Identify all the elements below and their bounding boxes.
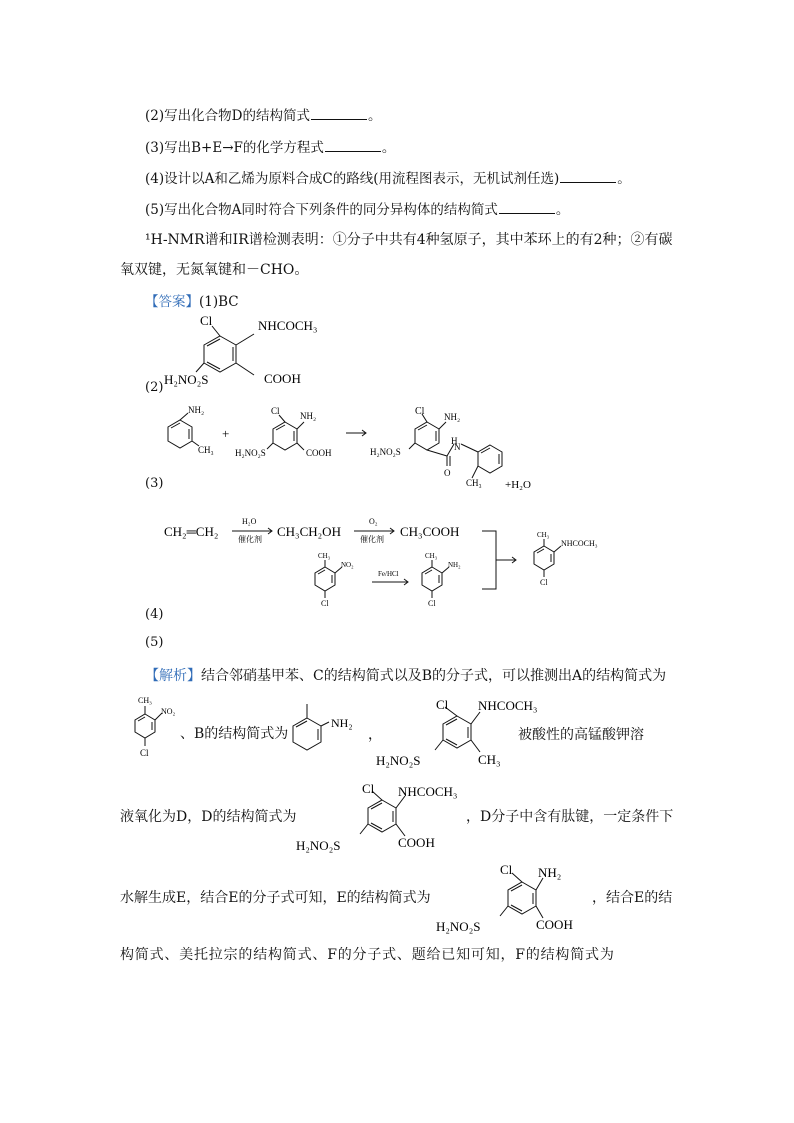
answer-5-number: (5) <box>145 635 164 650</box>
cooh-label: COOH <box>264 371 301 386</box>
answer-3-number: (3) <box>145 476 164 491</box>
d-cooh-label: COOH <box>398 835 435 850</box>
f-ch3-label: CH₃ <box>466 478 482 488</box>
question-4: (4)设计以A和乙烯为原料合成C的路线(用流程图表示，无机试剂任选) 。 <box>145 171 631 187</box>
plus-water-label: +H₂O <box>505 479 531 491</box>
ethanol-label: CH₃CH₂OH <box>277 524 341 539</box>
b-nh2-main: NH₂ <box>331 716 353 730</box>
e-cl-label: Cl <box>271 406 280 416</box>
structure-e <box>432 858 592 938</box>
a-no2-label: NO₂ <box>161 707 176 716</box>
f-cl-label: Cl <box>415 406 425 417</box>
c-nhcoch3-label: NHCOCH₃ <box>561 539 598 548</box>
answer-header: 【答案】(1)BC <box>145 294 239 310</box>
analysis-line-4a: 水解生成E，结合E的分子式可知，E的结构简式为 <box>120 890 431 906</box>
plus-sign: + <box>222 426 230 441</box>
b-ch3-label: CH₃ <box>198 445 214 455</box>
analysis-line-2a: 、B的结构简式为 <box>180 726 289 742</box>
acetic-acid-label: CH₃COOH <box>400 524 460 539</box>
amine-ch3-label: CH₃ <box>425 552 438 560</box>
answer-4-number: (4) <box>145 607 164 622</box>
f-nh2-label: NH₂ <box>444 412 461 422</box>
f-h2no2s-label: H₂NO₂S <box>370 447 401 457</box>
e-nh2-main: NH₂ <box>538 865 562 880</box>
a-cl-label: Cl <box>140 748 149 758</box>
answer-blank <box>560 170 616 183</box>
d-h2no2s-label: H₂NO₂S <box>296 838 341 853</box>
catalyst-1: 催化剂 <box>238 535 262 544</box>
analysis-line-2b: ， <box>368 727 382 743</box>
nitro-no2-label: NO₂ <box>341 561 354 569</box>
tol-ch3-label: CH₃ <box>478 752 501 767</box>
amine-cl-label: Cl <box>428 599 436 608</box>
condition-line-2: 氧双键，无氮氧键和－CHO。 <box>120 262 309 278</box>
e-cl-main: Cl <box>500 862 513 877</box>
f-o-label: O <box>444 468 451 478</box>
f-n-label: N <box>454 442 461 452</box>
tol-h2no2s-label: H₂NO₂S <box>376 753 421 768</box>
b-nh2-label: NH₂ <box>188 405 205 415</box>
catalyst-2: 催化剂 <box>360 535 384 544</box>
f-h-label: H <box>451 436 458 446</box>
synthesis-route <box>160 510 630 622</box>
cl-label: Cl <box>200 313 213 328</box>
structure-b <box>285 696 365 756</box>
tol-nhcoch3-label: NHCOCH₃ <box>478 698 538 713</box>
nhcoch3-label: NHCOCH₃ <box>258 318 318 333</box>
a-ch3-label: CH₃ <box>138 696 152 705</box>
h2no2s-label: H₂NO₂S <box>164 372 209 387</box>
answer-blank <box>311 107 367 120</box>
e-nh2-label: NH₂ <box>300 411 317 421</box>
analysis-line-4b: ，结合E的结 <box>592 890 673 906</box>
question-5: (5)写出化合物A同时符合下列条件的同分异构体的结构简式 。 <box>145 202 570 218</box>
question-2: (2)写出化合物D的结构简式 。 <box>145 108 382 124</box>
condition-line-1: ¹H-NMR谱和IR谱检测表明：①分子中共有4种氢原子，其中苯环上的有2种；②有碳 <box>145 232 673 248</box>
analysis-line-3a: 液氧化为D，D的结构简式为 <box>120 809 297 825</box>
e-h2no2s-main: H₂NO₂S <box>436 919 481 934</box>
analysis-line-1: 【解析】结合邻硝基甲苯、C的结构简式以及B的分子式，可以推测出A的结构简式为 <box>145 668 667 684</box>
c-cl-label: Cl <box>540 578 548 587</box>
answer-blank <box>499 201 555 214</box>
analysis-line-5: 构简式、美托拉宗的结构简式、F的分子式、题给已知可知，F的结构简式为 <box>120 947 615 963</box>
d-cl-label: Cl <box>362 781 375 796</box>
analysis-line-2c: 被酸性的高锰酸钾溶 <box>518 727 644 743</box>
tol-cl-label: Cl <box>436 697 449 712</box>
structure-d-analysis <box>292 776 482 856</box>
answer-blank <box>325 139 381 152</box>
water-reagent: H₂O <box>242 517 257 526</box>
answer-2-number: (2) <box>145 380 164 395</box>
oxygen-reagent: O₂ <box>369 517 378 526</box>
analysis-line-3b: ，D分子中含有肽键，一定条件下 <box>466 809 674 825</box>
d-nhcoch3-label: NHCOCH₃ <box>398 784 458 799</box>
nitro-ch3-label: CH₃ <box>318 552 331 560</box>
amine-nh2-label: NH₂ <box>448 561 461 569</box>
e-cooh-label: COOH <box>306 448 332 458</box>
c-ch3-label: CH₃ <box>537 531 550 539</box>
structure-d <box>160 312 360 392</box>
reaction-b-e-f <box>150 400 550 495</box>
ethylene-label: CH₂═CH₂ <box>164 524 219 539</box>
nitro-cl-label: Cl <box>321 599 329 608</box>
question-3: (3)写出B+E→F的化学方程式 。 <box>145 140 396 156</box>
fe-hcl-reagent: Fe/HCl <box>378 570 399 578</box>
e-h2no2s-label: H₂NO₂S <box>235 448 266 458</box>
e-cooh-main: COOH <box>536 917 573 932</box>
